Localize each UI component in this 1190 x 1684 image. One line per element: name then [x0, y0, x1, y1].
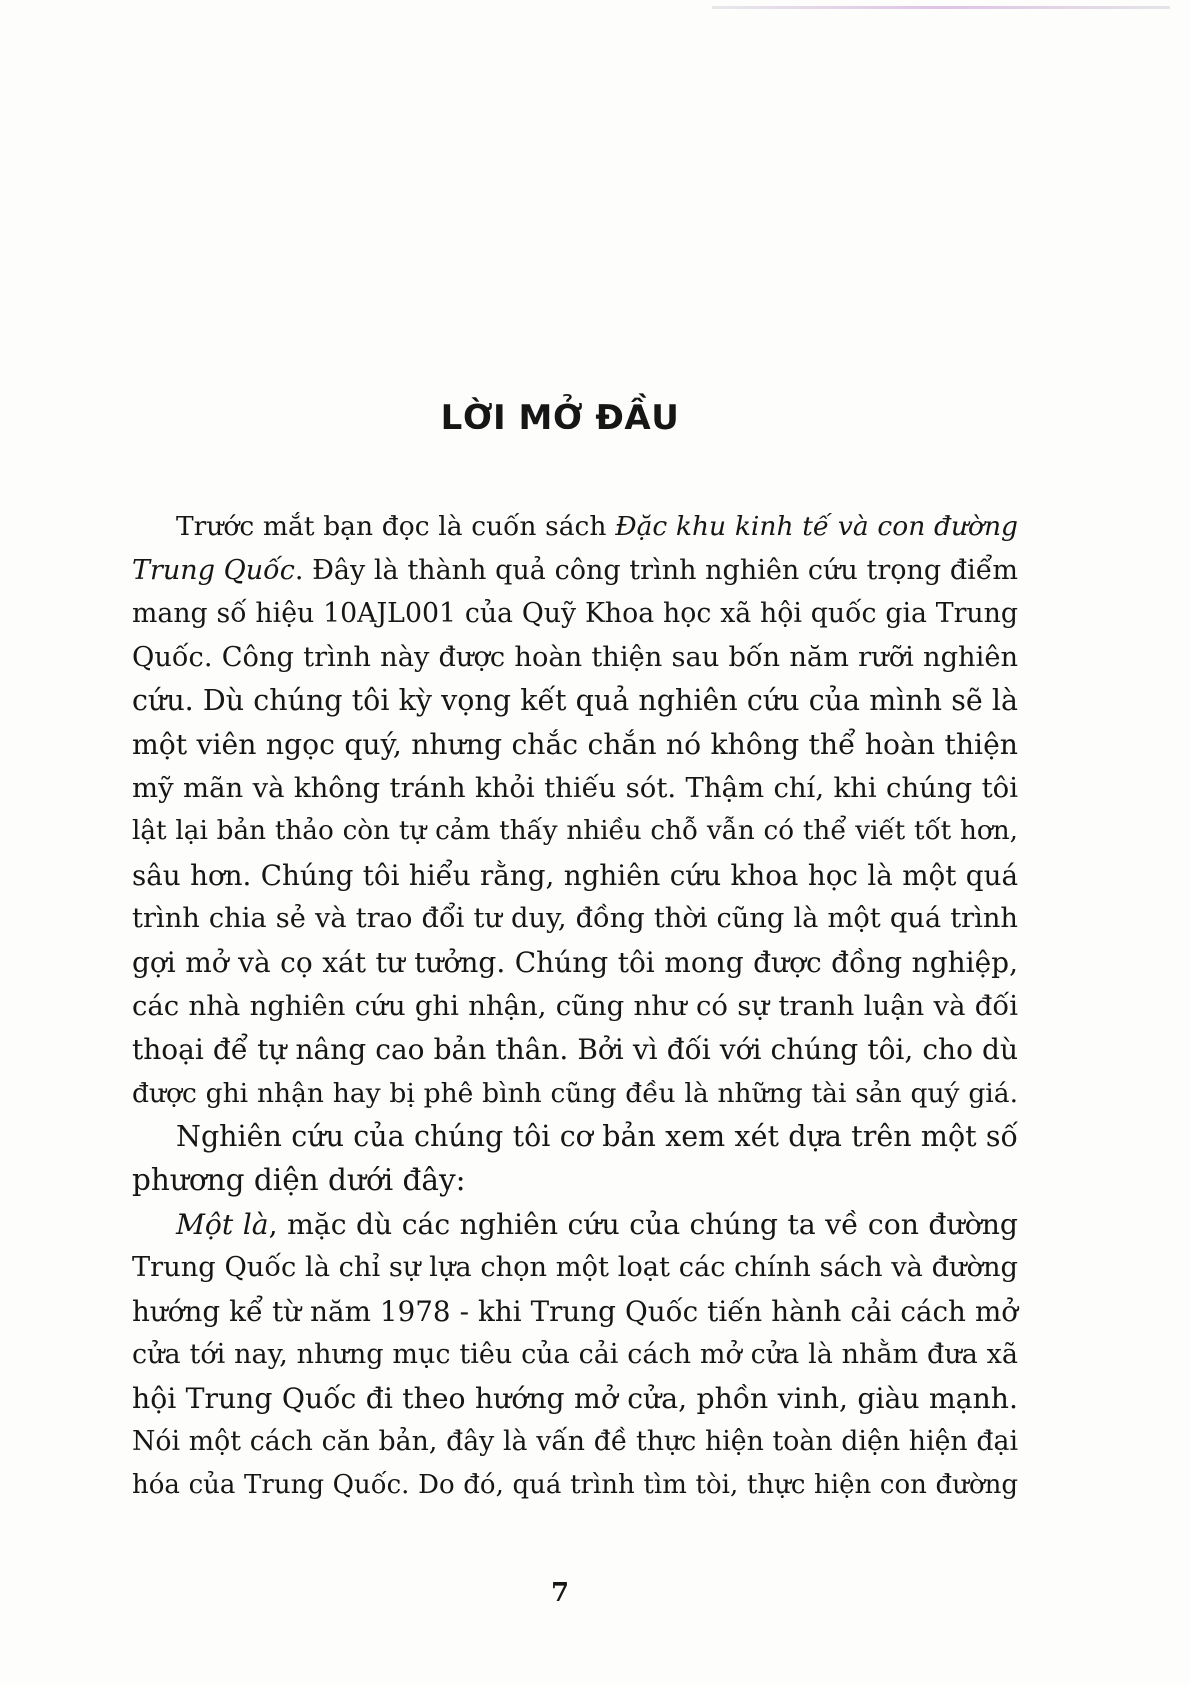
text-line: mang số hiệu 10AJL001 của Quỹ Khoa học xã hội quốc gia Trung [132, 598, 1018, 630]
text-line: Nghiên cứu của chúng tôi cơ bản xem xét dựa trên một số [176, 1120, 1018, 1154]
body-text [132, 505, 1018, 1508]
text-line: gợi mở và cọ xát tư tưởng. Chúng tôi mong được đồng nghiệp, [132, 945, 1018, 979]
text-line: hóa của Trung Quốc. Do đó, quá trình tìm tòi, thực hiện con đường [132, 1470, 1018, 1501]
scan-edge-mark [712, 6, 1170, 9]
text-line: Trung Quốc. Đây là thành quả công trình nghiên cứu trọng điểm [132, 554, 1018, 586]
text-line: lật lại bản thảo còn tự cảm thấy nhiều chỗ vẫn có thể viết tốt hơn, [132, 816, 1018, 847]
text-line: thoại để tự nâng cao bản thân. Bởi vì đối với chúng tôi, cho dù [132, 1033, 1018, 1067]
text-line: Quốc. Công trình này được hoàn thiện sau bốn năm rưỡi nghiên [132, 641, 1018, 673]
chapter-heading: LỜI MỞ ĐẦU [440, 398, 680, 438]
text-line: hướng kể từ năm 1978 - khi Trung Quốc tiến hành cải cách mở [132, 1294, 1018, 1328]
text-line: một viên ngọc quý, nhưng chắc chắn nó không thể hoàn thiện [132, 727, 1018, 761]
text-line: phương diện dưới đây: [132, 1162, 466, 1197]
page-number: 7 [550, 1578, 570, 1608]
text-line: mỹ mãn và không tránh khỏi thiếu sót. Thậm chí, khi chúng tôi [132, 771, 1018, 804]
text-line: các nhà nghiên cứu ghi nhận, cũng như có sự tranh luận và đối [132, 989, 1018, 1022]
text-line: trình chia sẻ và trao đổi tư duy, đồng thời cũng là một quá trình [132, 903, 1018, 935]
text-line: cứu. Dù chúng tôi kỳ vọng kết quả nghiên cứu của mình sẽ là [132, 684, 1018, 718]
text-line: Một là, mặc dù các nghiên cứu của chúng ta về con đường [176, 1207, 1018, 1241]
text-line: được ghi nhận hay bị phê bình cũng đều là những tài sản quý giá. [132, 1077, 1018, 1109]
text-line: Trung Quốc là chỉ sự lựa chọn một loạt các chính sách và đường [132, 1252, 1018, 1284]
text-line: cửa tới nay, nhưng mục tiêu của cải cách mở cửa là nhằm đưa xã [132, 1339, 1018, 1371]
text-line: Trước mắt bạn đọc là cuốn sách Đặc khu kinh tế và con đường [176, 511, 1018, 542]
text-line: sâu hơn. Chúng tôi hiểu rằng, nghiên cứu khoa học là một quá [132, 858, 1018, 892]
text-line: Nói một cách căn bản, đây là vấn đề thực hiện toàn diện hiện đại [132, 1426, 1018, 1458]
text-line: hội Trung Quốc đi theo hướng mở cửa, phồn vinh, giàu mạnh. [132, 1381, 1018, 1415]
